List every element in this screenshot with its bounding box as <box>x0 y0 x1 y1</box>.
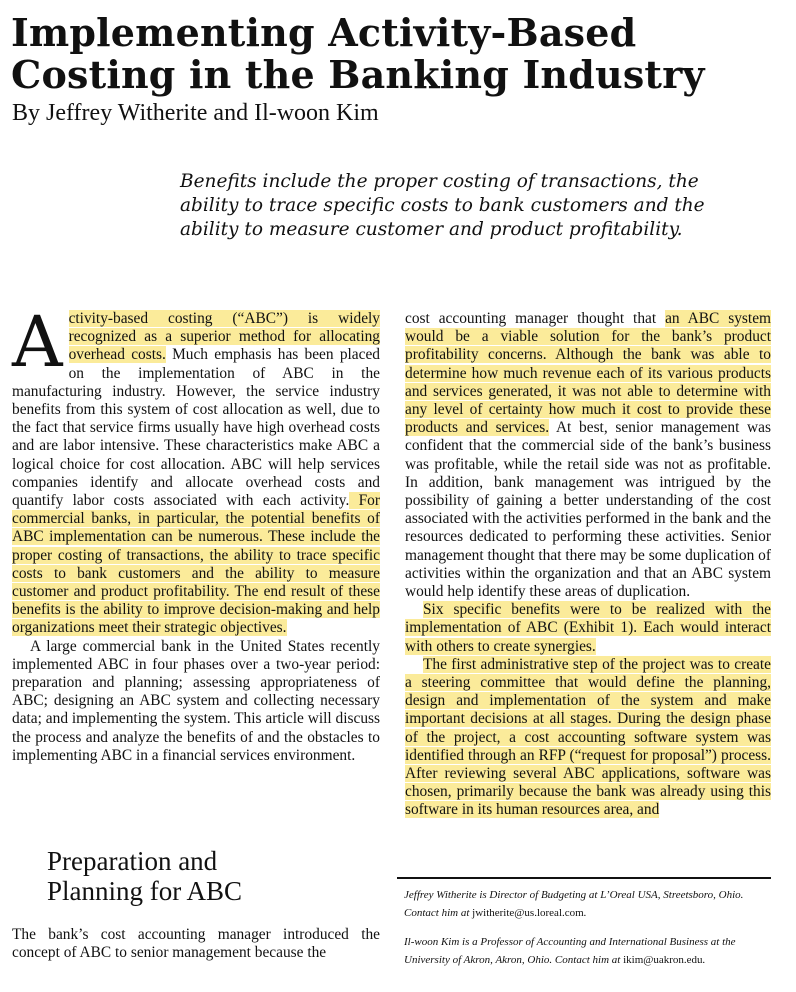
bio-1-end: . <box>583 907 587 919</box>
bio-1-email[interactable]: jwitherite@us.loreal.com <box>472 907 584 919</box>
deck-line-1: Benefits include the proper costing of transactions, the <box>180 171 699 192</box>
right-paragraph-1-body: At best, senior management was confident that the commercial side of the bank’s business was profitable, while the retail side was not as profitable. In addition, bank management was intrigued by the possibility of gaining a better understanding of the cost associated with the activities performed in the bank and the resources dedicated to performing these activities. Senior management thought that there may be some duplication of activities within the organization and that an ABC system would help identify these areas of duplication. <box>405 419 771 601</box>
title-line-1: Implementing Activity-Based <box>11 10 637 55</box>
article-title <box>11 12 781 96</box>
left-paragraph-1 <box>12 301 380 638</box>
bio-2-email[interactable]: ikim@uakron.edu <box>623 954 703 966</box>
author-bio-kim <box>404 933 772 969</box>
highlight-six-benefits: Six specific benefits were to be realized with the implementation of ABC (Exhibit 1). Each would interact with others to create synergies. <box>405 601 771 655</box>
bio-2-text: Il-woon Kim is a Professor of Accounting and International Business at the University of Akron, Akron, Ohio. Contact him at <box>404 936 736 966</box>
right-paragraph-3 <box>405 656 771 820</box>
section-heading-line-2: Planning for ABC <box>47 876 243 906</box>
section-heading-line-1: Preparation and <box>47 846 218 876</box>
bio-2-end: . <box>702 954 706 966</box>
drop-cap: A <box>12 301 63 383</box>
section-heading <box>47 846 242 906</box>
left-column-continued <box>12 926 380 962</box>
footnote-divider <box>397 877 771 879</box>
highlight-intro: ctivity-based costing (“ABC”) is widely recognized as a superior method for allocating overhead costs. <box>68 310 380 364</box>
highlight-steering-committee: The first administrative step of the project was to create a steering committee that would define the planning, design and implementation of the system and make important decisions at all stages. During the design phase of the project, a cost accounting software system was identified through an RFP (“request for proposal”) process. After reviewing several ABC applications, software was chosen, primarily because the bank was already using this software in its human resources area, and <box>405 655 771 819</box>
right-paragraph-1-start: cost accounting manager thought that <box>405 310 666 327</box>
left-paragraph-2: A large commercial bank in the United States recently implemented ABC in four phases over a two-year period: preparation and planning; assessing appropriateness of ABC; designing an ABC system and collecting necessary data; and implementing the system. This article will discuss the process and analyze the benefits of and the obstacles to implementing ABC in a financial services environment. <box>12 637 380 764</box>
right-paragraph-2 <box>405 601 771 656</box>
deck-line-3: ability to measure customer and product profitability. <box>180 219 683 240</box>
highlight-banks-benefits: For commercial banks, in particular, the potential benefits of ABC implementation can be numerous. These include the proper costing of transactions, the ability to trace specific costs to bank customers and the ability to measure customer and product profitability. The end result of these benefits is the ability to improve decision-making and help organizations meet their strategic objectives. <box>12 492 380 637</box>
title-line-2: Costing in the Banking Industry <box>11 52 705 97</box>
byline: By Jeffrey Witherite and Il-woon Kim <box>12 100 379 126</box>
article-deck <box>180 170 705 242</box>
left-column <box>12 301 380 765</box>
right-paragraph-1 <box>405 310 771 601</box>
right-column <box>405 310 771 820</box>
deck-line-2: ability to trace specific costs to bank customers and the <box>180 195 705 216</box>
highlight-abc-solution: an ABC system would be a viable solution for the bank’s product profitability concerns. Although the bank was able to determine how much revenue each of its various products and services generated, it was not able to determine with any level of certainty how much it cost to provide these products and services. <box>405 310 771 437</box>
author-bio-witherite <box>404 886 772 922</box>
bio-1-text: Jeffrey Witherite is Director of Budgeting at L’Oreal USA, Streetsboro, Ohio. Contact him at <box>404 889 744 919</box>
left-paragraph-1-body: Much emphasis has been placed on the implementation of ABC in the manufacturing industry. However, the service industry benefits from this system of cost allocation as well, due to the fact that service firms usually have high overhead costs and are labor intensive. These characteristics make ABC a logical choice for cost allocation. ABC will help services companies identify and allocate overhead costs and quantify labor costs associated with each activity. <box>12 346 380 510</box>
left-paragraph-3: The bank’s cost accounting manager introduced the concept of ABC to senior management because the <box>12 926 380 962</box>
